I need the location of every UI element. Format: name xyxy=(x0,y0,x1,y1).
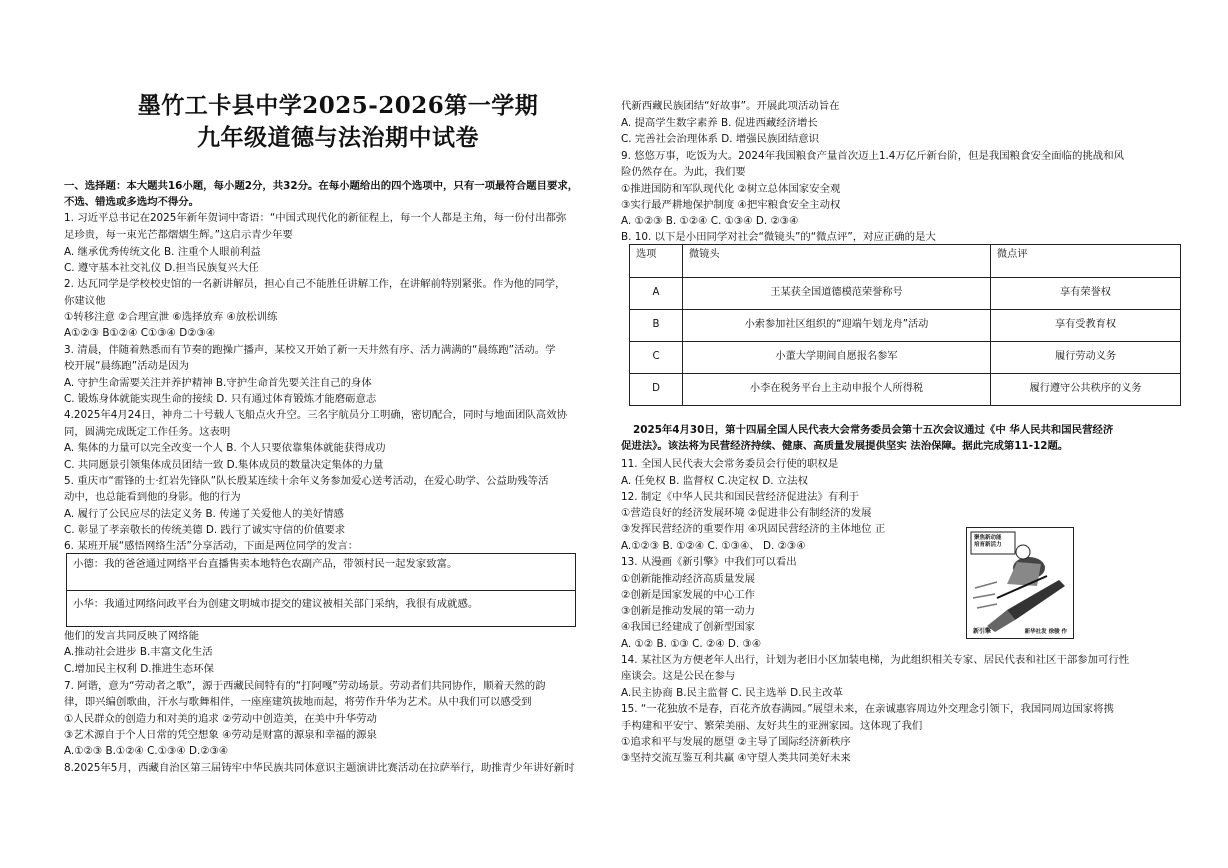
material-intro: 2025年4月30日，第十四届全国人民代表大会常务委员会第十五次会议通过《中 华人民共和国民营经济 xyxy=(633,424,1114,436)
option-line: ④我国已经建成了创新型国家 xyxy=(621,621,756,633)
question-4: 4.2025年4月24日，神舟二十号载人飞船点火升空。三名宇航员分工明确，密切配合，同时与地面团队高效协 xyxy=(64,409,567,421)
option-line: A.推动社会进步 B.丰富文化生活 xyxy=(64,646,213,658)
exam-title-line1: 墨竹工卡县中学2025-2026第一学期 xyxy=(137,92,539,119)
table-row xyxy=(630,310,1181,342)
comic-caption-title: 新引擎 xyxy=(973,628,992,635)
table-cell: D xyxy=(630,374,683,406)
option-line: C. 锻炼身体就能实现生命的接续 D. 只有通过体育锻炼才能磨砺意志 xyxy=(64,393,377,405)
question-15: 15. “一花独放不是春，百花齐放春满园。”展望未来，在亲诚惠容周边外交理念引领下，我国同周边国家将携 xyxy=(621,703,1114,715)
option-line: A. 集体的力量可以完全改变一个人 B. 个人只要依靠集体就能获得成功 xyxy=(64,442,386,454)
option-line: ②创新是国家发展的中心工作 xyxy=(621,589,756,601)
table-row xyxy=(630,374,1181,406)
option-line: A. 继承优秀传统文化 B. 注重个人眼前利益 xyxy=(64,246,261,258)
option-line: A.①②③ B. ①②④ C. ①③④、 D. ②③④ xyxy=(621,540,806,552)
section-heading: 一、选择题：本大题共16小题，每小题2分，共32分。在每小题给出的四个选项中，只有一项最符合题目要求， xyxy=(64,180,579,192)
question-9: 9. 悠悠万事，吃饭为大。2024年我国粮食产量首次迈上1.4万亿斤新台阶，但是我国粮食安全面临的挑战和风 xyxy=(621,150,1124,162)
table-cell: 小李在税务平台上主动申报个人所得税 xyxy=(683,374,991,406)
question-14: 14. 某社区为方便老年人出行，计划为老旧小区加装电梯，为此组织相关专家、居民代表和社区干部参加可行性 xyxy=(621,654,1130,666)
material-intro-cont: 促进法》。该法将为民营经济持续、健康、高质量发展提供坚实 法治保障。据此完成第11-12题。 xyxy=(621,440,1069,452)
question-line: 险仍然存在。为此，我们要 xyxy=(621,166,746,178)
option-line: ③发挥民营经济的重要作用 ④巩固民营经济的主体地位 正 xyxy=(621,523,886,535)
table-cell: 王某获全国道德模范荣誉称号 xyxy=(683,278,991,310)
table-cell: C xyxy=(630,342,683,374)
question-line: 他们的发言共同反映了网络能 xyxy=(64,630,200,642)
question-10-table xyxy=(629,244,1181,406)
comic-new-engine xyxy=(966,527,1074,639)
table-cell: 享有受教育权 xyxy=(991,310,1181,342)
option-line: C. 完善社会治理体系 D. 增强民族团结意识 xyxy=(621,133,820,145)
option-line: C. 共同愿景引领集体成员团结一致 D.集体成员的数量决定集体的力量 xyxy=(64,459,384,471)
comic-caption-top: 聚焦新动能 培育新活力 xyxy=(974,535,1002,548)
table-cell: 小索参加社区组织的“迎端午划龙舟”活动 xyxy=(683,310,991,342)
option-line: A. ①②③ B. ①②④ C. ①③④ D. ②③④ xyxy=(621,215,799,227)
question-11: 11. 全国人民代表大会常务委员会行使的职权是 xyxy=(621,458,839,470)
option-line: ①人民群众的创造力和对美的追求 ②劳动中创造美，在美中升华劳动 xyxy=(64,713,377,725)
option-line: C. 遵守基本社交礼仪 D.担当民族复兴大任 xyxy=(64,262,259,274)
table-cell: 享有荣誉权 xyxy=(991,278,1181,310)
question-2: 2. 达瓦同学是学校校史馆的一名新讲解员，担心自己不能胜任讲解工作，在讲解前特别紧张。作为他的同学， xyxy=(64,278,566,290)
question-10: B. 10. 以下是小田同学对社会“微镜头”的“微点评”，对应正确的是大 xyxy=(621,231,936,243)
question-line: 动中，也总能看到他的身影。他的行为 xyxy=(64,491,241,503)
option-line: ①转移注意 ②合理宣泄 ⑥选择放弃 ④放松训练 xyxy=(64,311,278,323)
option-line: A①②③ B①②④ C①③④ D②③④ xyxy=(64,327,216,339)
option-line: ①创新能推动经济高质量发展 xyxy=(621,573,756,585)
quote-divider xyxy=(67,590,575,591)
question-3: 3. 清晨，伴随着熟悉而有节奏的跑操广播声，某校又开始了新一天井然有序、活力满满的“晨练跑”活动。学 xyxy=(64,344,556,356)
question-line: 手构建和平安宁、繁荣美丽、友好共生的亚洲家园。这体现了我们 xyxy=(621,720,923,732)
option-line: ①营造良好的经济发展环境 ②促进非公有制经济的发展 xyxy=(621,507,872,519)
question-13: 13. 从漫画《新引擎》中我们可以看出 xyxy=(621,556,797,568)
section-heading-cont: 不选、错选或多选均不得分。 xyxy=(64,196,200,208)
option-line: ①追求和平与发展的愿望 ②主导了国际经济新秩序 xyxy=(621,736,851,748)
table-cell: 履行劳动义务 xyxy=(991,342,1181,374)
table-row xyxy=(630,278,1181,310)
option-line: A. 提高学生数字素养 B. 促进西藏经济增长 xyxy=(621,117,818,129)
option-line: A.①②③ B.①②④ C.①③④ D.②③④ xyxy=(64,745,229,757)
option-line: ③创新是推动发展的第一动力 xyxy=(621,605,756,617)
option-line: ③艺术源自于个人日常的凭空想象 ④劳动是财富的源泉和幸福的源泉 xyxy=(64,729,377,741)
table-cell: A xyxy=(630,278,683,310)
comic-caption-author: 新华社发 徐骏 作 xyxy=(1024,629,1067,635)
option-line: A.民主协商 B.民主监督 C. 民主选举 D.民主改革 xyxy=(621,687,843,699)
table-header: 选项 xyxy=(630,245,683,278)
table-cell: 履行遵守公共秩序的义务 xyxy=(991,374,1181,406)
question-1: 1. 习近平总书记在2025年新年贺词中寄语：“中国式现代化的新征程上，每一个人都是主角，每一份付出都弥 xyxy=(64,212,567,224)
table-header-row xyxy=(630,245,1181,278)
option-line: A. ①② B. ①③ C. ②④ D. ③④ xyxy=(621,638,762,650)
exam-title-line2: 九年级道德与法治期中试卷 xyxy=(197,124,479,151)
option-line: A. 履行了公民应尽的法定义务 B. 传递了关爱他人的美好情感 xyxy=(64,508,344,520)
option-line: A. 任免权 B. 监督权 C.决定权 D. 立法权 xyxy=(621,475,809,487)
question-line: 你建议他 xyxy=(64,295,106,307)
option-line: A. 守护生命需要关注并养护精神 B.守护生命首先要关注自己的身体 xyxy=(64,377,372,389)
question-line: 校开展“晨练跑”活动是因为 xyxy=(64,360,190,372)
question-7: 7. 阿谐，意为“劳动者之歌”，源于西藏民间特有的“打阿嘎”劳动场景。劳动者们共同协作，顺着天然的韵 xyxy=(64,680,546,692)
option-line: ③坚持交流互鉴互利共赢 ④守望人类共同美好未来 xyxy=(621,752,851,764)
question-12: 12. 制定《中华人民共和国民营经济促进法》有利于 xyxy=(621,491,860,503)
option-line: C.增加民主权利 D.推进生态环保 xyxy=(64,663,214,675)
question-line: 足珍贵，每一束光芒都熠熠生辉。”这启示青少年要 xyxy=(64,229,293,241)
option-line: ③实行最严耕地保护制度 ④把牢粮食安全主动权 xyxy=(621,199,841,211)
question-line: 代新西藏民族团结“好故事”。开展此项活动旨在 xyxy=(621,100,840,112)
option-line: C. 彰显了孝亲敬长的传统美德 D. 践行了诚实守信的价值要求 xyxy=(64,524,346,536)
question-8: 8.2025年5月，西藏自治区第三届铸牢中华民族共同体意识主题演讲比赛活动在拉萨举行，助推青少年讲好新时 xyxy=(64,762,575,774)
quote-box xyxy=(66,553,576,627)
table-cell: B xyxy=(630,310,683,342)
table-row xyxy=(630,342,1181,374)
question-5: 5. 重庆市“雷锋的士·红岩先锋队”队长殷某连续十余年义务参加爱心送考活动，在爱心助学、公益助残等活 xyxy=(64,475,549,487)
question-line: 同，圆满完成既定工作任务。这表明 xyxy=(64,426,231,438)
question-line: 座谈会。这是公民在参与 xyxy=(621,670,736,682)
question-6: 6. 某班开展“感悟网络生活”分享活动，下面是两位同学的发言： xyxy=(64,540,359,552)
quote-xiaode: 小德：我的爸爸通过网络平台直播售卖本地特色农副产品，带领村民一起发家致富。 xyxy=(73,558,458,570)
option-line: ①推进国防和军队现代化 ②树立总体国家安全观 xyxy=(621,183,841,195)
question-line: 律，即兴编创歌曲，汗水与歌舞相伴，一座座建筑拔地而起，将劳作升华为艺术。从中我们可以感受到 xyxy=(64,696,532,708)
table-header: 微点评 xyxy=(991,245,1181,278)
table-cell: 小董大学期间自愿报名参军 xyxy=(683,342,991,374)
table-header: 微镜头 xyxy=(683,245,991,278)
quote-xiaohua: 小华：我通过网络问政平台为创建文明城市提交的建议被相关部门采纳，我很有成就感。 xyxy=(73,598,479,610)
